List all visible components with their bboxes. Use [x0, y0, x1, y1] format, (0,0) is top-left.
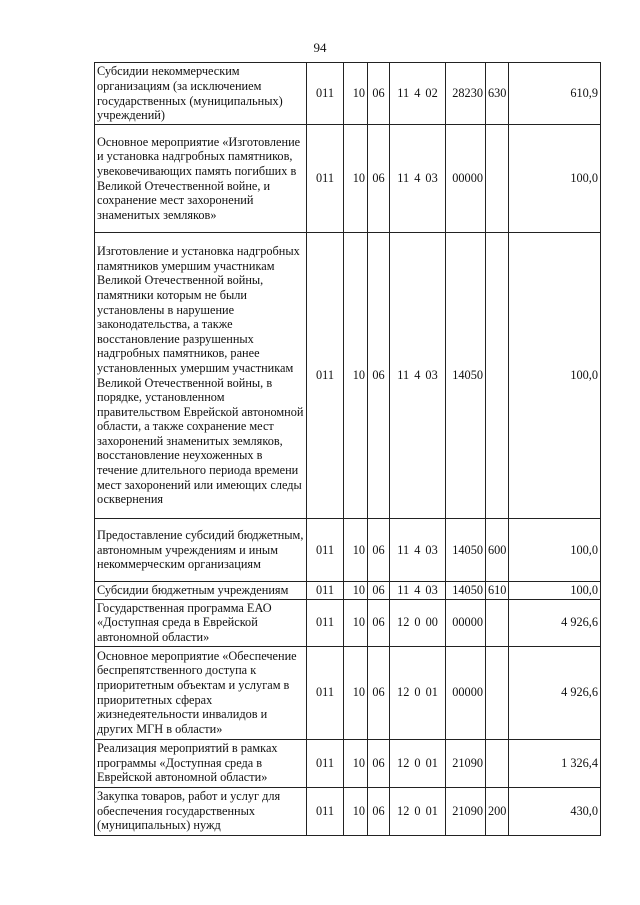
- ministry-code: 011: [307, 787, 344, 835]
- row-name: Закупка товаров, работ и услуг для обеспечения государственных (муниципальных) нужд: [95, 787, 307, 835]
- program-code: 11 4 03: [390, 125, 446, 233]
- table-body: [95, 63, 601, 836]
- table-row: [95, 599, 601, 646]
- expense-type-code: [486, 125, 509, 233]
- program-code: 12 0 01: [390, 787, 446, 835]
- amount: 100,0: [509, 233, 601, 519]
- expense-code: 00000: [446, 125, 486, 233]
- amount: 4 926,6: [509, 599, 601, 646]
- ministry-code: 011: [307, 63, 344, 125]
- expense-code: 00000: [446, 599, 486, 646]
- section-code: 10: [344, 646, 368, 739]
- table-row: [95, 739, 601, 787]
- subsection-code: 06: [368, 63, 390, 125]
- page-number: 94: [313, 40, 327, 55]
- expense-code: 14050: [446, 582, 486, 600]
- section-code: 10: [344, 739, 368, 787]
- section-code: 10: [344, 582, 368, 600]
- row-name: Предоставление субсидий бюджетным, автономным учреждениям и иным некоммерческим организациям: [95, 519, 307, 582]
- section-code: 10: [344, 233, 368, 519]
- table-row: [95, 63, 601, 125]
- amount: 100,0: [509, 519, 601, 582]
- ministry-code: 011: [307, 519, 344, 582]
- row-name: Основное мероприятие «Обеспечение беспрепятственного доступа к приоритетным объектам и услугам в приоритетных сферах жизнедеятельности инвалидов и других МГН в области»: [95, 646, 307, 739]
- amount: 1 326,4: [509, 739, 601, 787]
- subsection-code: 06: [368, 599, 390, 646]
- table-row: [95, 646, 601, 739]
- expense-type-code: [486, 599, 509, 646]
- program-code: 11 4 03: [390, 582, 446, 600]
- row-name: Государственная программа ЕАО «Доступная среда в Еврейской автономной области»: [95, 599, 307, 646]
- amount: 4 926,6: [509, 646, 601, 739]
- expense-code: 14050: [446, 233, 486, 519]
- subsection-code: 06: [368, 125, 390, 233]
- amount: 610,9: [509, 63, 601, 125]
- subsection-code: 06: [368, 519, 390, 582]
- program-code: 12 0 01: [390, 646, 446, 739]
- subsection-code: 06: [368, 787, 390, 835]
- amount: 100,0: [509, 582, 601, 600]
- expense-type-code: 610: [486, 582, 509, 600]
- expense-type-code: [486, 233, 509, 519]
- table-row: [95, 519, 601, 582]
- expense-type-code: 600: [486, 519, 509, 582]
- table-row: [95, 582, 601, 600]
- section-code: 10: [344, 519, 368, 582]
- section-code: 10: [344, 599, 368, 646]
- ministry-code: 011: [307, 646, 344, 739]
- table-row: [95, 125, 601, 233]
- row-name: Основное мероприятие «Изготовление и установка надгробных памятников, увековечивающих память погибших в Великой Отечественной войне, и сохранение мест захоронений знаменитых земляков»: [95, 125, 307, 233]
- subsection-code: 06: [368, 739, 390, 787]
- section-code: 10: [344, 125, 368, 233]
- row-name: Изготовление и установка надгробных памятников умершим участникам Великой Отечественной войны, памятники которым не были установлены в нарушение законодательства, а также восстановление разрушенных надгробных памятников, ранее установленных умершим участникам Великой Отечественной войны, в порядке, установленном правительством Еврейской автономной области, а также сохранение мест захоронений знаменитых земляков, восстановление неухоженных в течение длительного периода времени мест захоронений или имеющих следы осквернения: [95, 233, 307, 519]
- table-row: [95, 233, 601, 519]
- subsection-code: 06: [368, 646, 390, 739]
- subsection-code: 06: [368, 233, 390, 519]
- subsection-code: 06: [368, 582, 390, 600]
- ministry-code: 011: [307, 233, 344, 519]
- expense-code: 00000: [446, 646, 486, 739]
- expense-type-code: [486, 646, 509, 739]
- ministry-code: 011: [307, 599, 344, 646]
- expense-code: 21090: [446, 739, 486, 787]
- row-name: Субсидии бюджетным учреждениям: [95, 582, 307, 600]
- expense-type-code: 630: [486, 63, 509, 125]
- budget-table: [94, 62, 601, 836]
- program-code: 11 4 03: [390, 519, 446, 582]
- program-code: 12 0 01: [390, 739, 446, 787]
- program-code: 11 4 02: [390, 63, 446, 125]
- expense-type-code: 200: [486, 787, 509, 835]
- expense-code: 14050: [446, 519, 486, 582]
- ministry-code: 011: [307, 582, 344, 600]
- expense-code: 28230: [446, 63, 486, 125]
- ministry-code: 011: [307, 125, 344, 233]
- row-name: Реализация мероприятий в рамках программы «Доступная среда в Еврейской автономной области»: [95, 739, 307, 787]
- program-code: 11 4 03: [390, 233, 446, 519]
- expense-code: 21090: [446, 787, 486, 835]
- ministry-code: 011: [307, 739, 344, 787]
- program-code: 12 0 00: [390, 599, 446, 646]
- table-row: [95, 787, 601, 835]
- amount: 100,0: [509, 125, 601, 233]
- section-code: 10: [344, 787, 368, 835]
- expense-type-code: [486, 739, 509, 787]
- amount: 430,0: [509, 787, 601, 835]
- row-name: Субсидии некоммерческим организациям (за исключением государственных (муниципальных) учреждений): [95, 63, 307, 125]
- section-code: 10: [344, 63, 368, 125]
